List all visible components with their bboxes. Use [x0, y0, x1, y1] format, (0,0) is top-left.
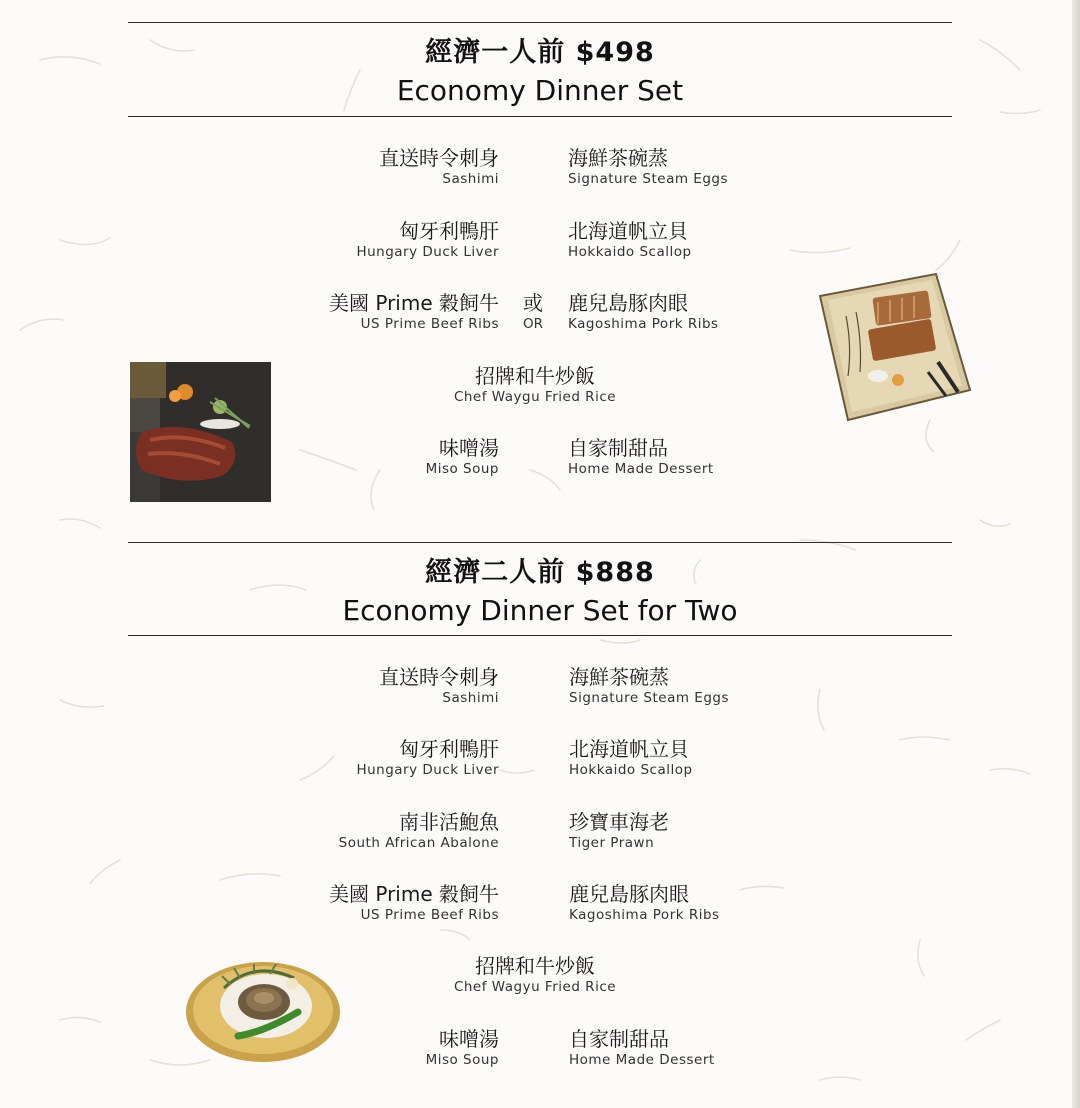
dish-name-en: Signature Steam Eggs: [569, 690, 730, 706]
pork-ribs-photo: [818, 272, 972, 422]
section-2-bottom-rule: [128, 635, 952, 636]
dish-name-cn: 自家制甜品: [568, 436, 668, 460]
dish-name-en: Home Made Dessert: [568, 461, 714, 477]
abalone-photo: [184, 958, 342, 1064]
dish-name-cn: 匈牙利鴨肝: [399, 737, 499, 761]
dish-name-en: Hungary Duck Liver: [356, 762, 499, 778]
dish-name-cn: 南非活鮑魚: [399, 810, 499, 834]
or-cn: 或: [523, 291, 543, 315]
dish-duck-liver: [356, 219, 499, 261]
dish-miso-soup: [426, 1027, 499, 1069]
dish-sashimi: [379, 146, 499, 188]
dish-name-en: Sashimi: [442, 690, 499, 706]
dish-name-cn: 珍寶車海老: [569, 810, 669, 834]
section-1-title-en: Economy Dinner Set: [396, 74, 684, 107]
dish-scallop: [568, 219, 692, 261]
beef-steak-photo: [130, 362, 271, 502]
dish-name-cn: 海鮮茶碗蒸: [569, 665, 669, 689]
dish-dessert: [569, 1027, 715, 1069]
dish-duck-liver: [356, 737, 499, 779]
dish-wagyu-fried-rice: [340, 954, 730, 996]
dish-name-en: Chef Waygu Fried Rice: [453, 389, 617, 405]
section-2-top-rule: [128, 542, 952, 543]
dish-steam-eggs: [568, 146, 728, 188]
dish-name-cn: 美國 Prime 穀飼牛: [329, 291, 499, 315]
dish-name-en: US Prime Beef Ribs: [360, 316, 499, 332]
dish-tiger-prawn: [569, 810, 669, 852]
section-1-title-cn: 經濟一人前 $498: [425, 37, 655, 68]
dish-pork-ribs: [568, 291, 719, 332]
dish-name-en: Chef Wagyu Fried Rice: [453, 979, 617, 995]
dish-name-en: Kagoshima Pork Ribs: [568, 316, 719, 332]
dish-name-cn: 美國 Prime 穀飼牛: [329, 882, 499, 906]
dish-abalone: [339, 810, 499, 852]
or-en: OR: [522, 316, 543, 332]
dish-name-cn: 海鮮茶碗蒸: [568, 146, 668, 170]
dish-name-cn: 自家制甜品: [569, 1027, 669, 1051]
dish-name-en: Signature Steam Eggs: [568, 171, 729, 187]
dish-wagyu-fried-rice: [340, 364, 730, 406]
dish-name-en: US Prime Beef Ribs: [360, 907, 499, 923]
dish-pork-ribs: [569, 882, 720, 924]
dish-dessert: [568, 436, 714, 478]
dish-steam-eggs: [569, 665, 729, 707]
section-1-top-rule: [128, 22, 952, 23]
dish-name-cn: 味噌湯: [439, 1027, 499, 1051]
dish-name-cn: 招牌和牛炒飯: [475, 364, 595, 388]
or-separator: [515, 291, 551, 332]
dish-name-en: Hokkaido Scallop: [568, 244, 692, 260]
dish-scallop: [569, 737, 693, 779]
dish-name-cn: 直送時令刺身: [379, 665, 499, 689]
dish-name-cn: 北海道帆立貝: [569, 737, 689, 761]
dish-prime-beef: [329, 291, 499, 332]
section-2-title-cn: 經濟二人前 $888: [425, 557, 655, 588]
dish-name-en: South African Abalone: [338, 835, 499, 851]
dish-sashimi: [379, 665, 499, 707]
dish-name-en: Hokkaido Scallop: [569, 762, 693, 778]
page-edge-shadow: [1072, 0, 1080, 1108]
dish-name-cn: 招牌和牛炒飯: [475, 954, 595, 978]
dish-name-cn: 味噌湯: [439, 436, 499, 460]
dish-name-en: Miso Soup: [425, 461, 499, 477]
dish-name-cn: 北海道帆立貝: [568, 219, 688, 243]
dish-name-cn: 鹿兒島豚肉眼: [569, 882, 689, 906]
section-1-bottom-rule: [128, 116, 952, 117]
dish-miso-soup: [426, 436, 499, 478]
dish-name-en: Miso Soup: [425, 1052, 499, 1068]
dish-name-en: Tiger Prawn: [569, 835, 655, 851]
dish-name-cn: 匈牙利鴨肝: [399, 219, 499, 243]
section-2-title-en: Economy Dinner Set for Two: [342, 594, 738, 627]
dish-name-cn: 鹿兒島豚肉眼: [568, 291, 688, 315]
dish-prime-beef: [329, 882, 499, 924]
dish-name-en: Home Made Dessert: [569, 1052, 715, 1068]
dish-name-en: Sashimi: [442, 171, 499, 187]
dish-name-cn: 直送時令刺身: [379, 146, 499, 170]
dish-name-en: Kagoshima Pork Ribs: [569, 907, 720, 923]
dish-name-en: Hungary Duck Liver: [356, 244, 499, 260]
